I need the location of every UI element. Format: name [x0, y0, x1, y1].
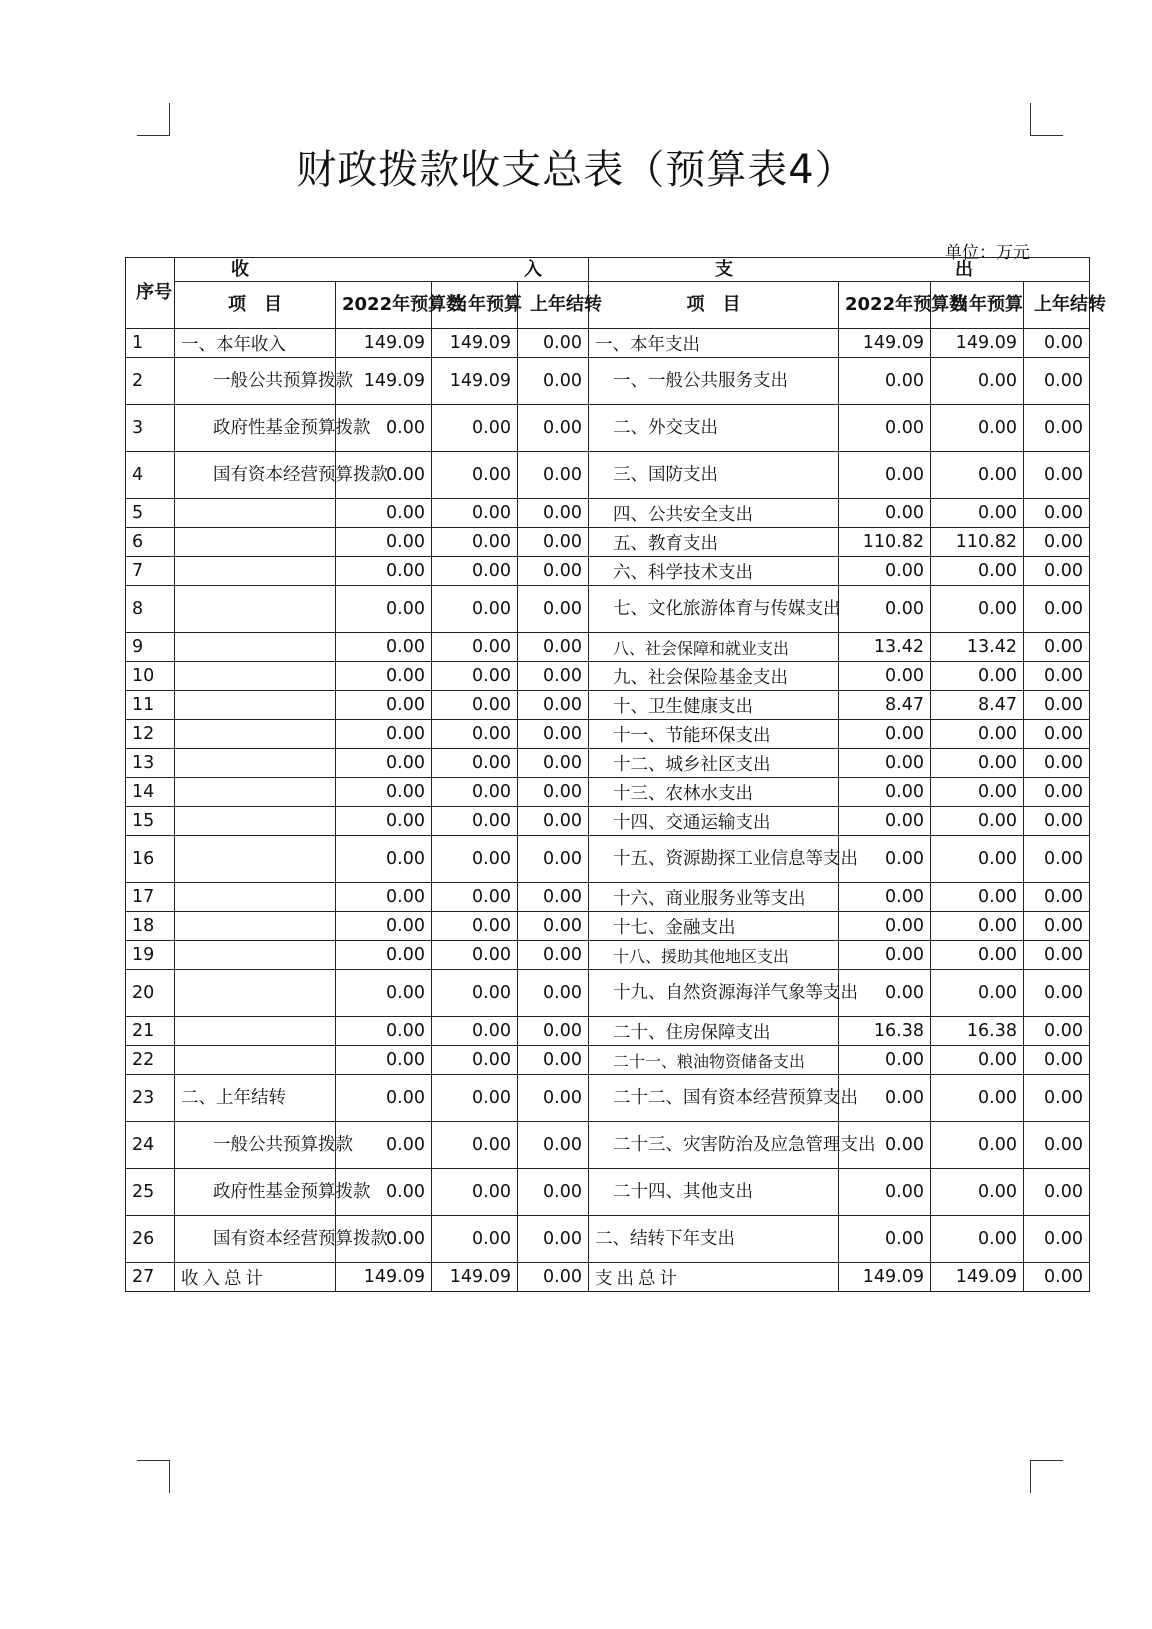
expense-budget: 8.47 [839, 691, 931, 720]
expense-current: 149.09 [931, 329, 1024, 358]
income-budget: 0.00 [336, 1017, 432, 1046]
income-item: 一、本年收入 [175, 329, 336, 358]
income-budget: 0.00 [336, 586, 432, 633]
expense-current: 0.00 [931, 662, 1024, 691]
expense-budget: 0.00 [839, 557, 931, 586]
expense-current: 0.00 [931, 452, 1024, 499]
expense-budget: 0.00 [839, 1046, 931, 1075]
header-income-current: 当年预算 [432, 282, 518, 329]
income-carry: 0.00 [518, 1263, 589, 1292]
income-carry: 0.00 [518, 1122, 589, 1169]
expense-current: 0.00 [931, 720, 1024, 749]
row-seq: 25 [126, 1169, 175, 1216]
income-carry: 0.00 [518, 836, 589, 883]
expense-current: 149.09 [931, 1263, 1024, 1292]
income-budget: 0.00 [336, 452, 432, 499]
table-row [126, 557, 1090, 586]
table-row [126, 836, 1090, 883]
expense-carry: 0.00 [1024, 1216, 1090, 1263]
row-seq: 11 [126, 691, 175, 720]
header-expense-item: 项 目 [589, 282, 839, 329]
expense-item: 十七、金融支出 [589, 912, 839, 941]
expense-budget: 0.00 [839, 836, 931, 883]
expense-item: 五、教育支出 [589, 528, 839, 557]
table-row [126, 807, 1090, 836]
expense-carry: 0.00 [1024, 807, 1090, 836]
row-seq: 26 [126, 1216, 175, 1263]
row-seq: 21 [126, 1017, 175, 1046]
income-current: 0.00 [432, 836, 518, 883]
table-row [126, 1046, 1090, 1075]
expense-budget: 0.00 [839, 749, 931, 778]
header-income-item: 项 目 [175, 282, 336, 329]
expense-current: 0.00 [931, 807, 1024, 836]
income-item [175, 749, 336, 778]
table-row [126, 1263, 1090, 1292]
income-carry: 0.00 [518, 633, 589, 662]
expense-carry: 0.00 [1024, 1046, 1090, 1075]
expense-carry: 0.00 [1024, 970, 1090, 1017]
income-budget: 0.00 [336, 912, 432, 941]
expense-item: 二、外交支出 [589, 405, 839, 452]
expense-carry: 0.00 [1024, 1017, 1090, 1046]
expense-budget: 110.82 [839, 528, 931, 557]
expense-budget: 0.00 [839, 405, 931, 452]
row-seq: 2 [126, 358, 175, 405]
income-budget: 0.00 [336, 1169, 432, 1216]
header-income-carry: 上年结转 [518, 282, 589, 329]
income-item [175, 586, 336, 633]
table-row [126, 970, 1090, 1017]
income-current: 0.00 [432, 720, 518, 749]
expense-item: 十三、农林水支出 [589, 778, 839, 807]
income-budget: 0.00 [336, 1075, 432, 1122]
income-carry: 0.00 [518, 1075, 589, 1122]
income-item [175, 778, 336, 807]
income-carry: 0.00 [518, 1169, 589, 1216]
income-item [175, 807, 336, 836]
table-row [126, 358, 1090, 405]
header-seq: 序号 [126, 258, 175, 329]
income-current: 0.00 [432, 633, 518, 662]
header-expense-left: 支 [715, 258, 733, 280]
income-item: 二、上年结转 [175, 1075, 336, 1122]
expense-current: 0.00 [931, 970, 1024, 1017]
income-item [175, 912, 336, 941]
income-item [175, 941, 336, 970]
row-seq: 27 [126, 1263, 175, 1292]
expense-carry: 0.00 [1024, 586, 1090, 633]
expense-carry: 0.00 [1024, 1122, 1090, 1169]
row-seq: 19 [126, 941, 175, 970]
income-item [175, 557, 336, 586]
table-row [126, 329, 1090, 358]
income-budget: 0.00 [336, 557, 432, 586]
expense-item: 一、本年支出 [589, 329, 839, 358]
expense-current: 16.38 [931, 1017, 1024, 1046]
income-budget: 149.09 [336, 329, 432, 358]
table-row [126, 1075, 1090, 1122]
header-income [175, 258, 589, 282]
table-row [126, 778, 1090, 807]
expense-carry: 0.00 [1024, 778, 1090, 807]
expense-item: 十五、资源勘探工业信息等支出 [589, 836, 839, 883]
expense-budget: 0.00 [839, 1216, 931, 1263]
expense-budget: 0.00 [839, 662, 931, 691]
expense-budget: 0.00 [839, 778, 931, 807]
expense-current: 0.00 [931, 586, 1024, 633]
income-carry: 0.00 [518, 749, 589, 778]
expense-budget: 0.00 [839, 1075, 931, 1122]
expense-current: 0.00 [931, 941, 1024, 970]
expense-budget: 149.09 [839, 1263, 931, 1292]
income-current: 0.00 [432, 941, 518, 970]
income-item [175, 633, 336, 662]
table-row [126, 720, 1090, 749]
income-current: 0.00 [432, 662, 518, 691]
expense-item: 九、社会保险基金支出 [589, 662, 839, 691]
expense-current: 13.42 [931, 633, 1024, 662]
document-title: 财政拨款收支总表（预算表4） [296, 147, 856, 193]
income-current: 0.00 [432, 1122, 518, 1169]
income-budget: 0.00 [336, 662, 432, 691]
income-item [175, 662, 336, 691]
expense-carry: 0.00 [1024, 1075, 1090, 1122]
expense-item: 十二、城乡社区支出 [589, 749, 839, 778]
row-seq: 18 [126, 912, 175, 941]
income-current: 149.09 [432, 358, 518, 405]
income-carry: 0.00 [518, 528, 589, 557]
income-carry: 0.00 [518, 912, 589, 941]
income-carry: 0.00 [518, 1017, 589, 1046]
income-item [175, 836, 336, 883]
expense-budget: 0.00 [839, 912, 931, 941]
expense-current: 8.47 [931, 691, 1024, 720]
table-row [126, 883, 1090, 912]
expense-carry: 0.00 [1024, 1263, 1090, 1292]
table-row [126, 499, 1090, 528]
table-row [126, 1017, 1090, 1046]
expense-carry: 0.00 [1024, 1169, 1090, 1216]
income-budget: 0.00 [336, 691, 432, 720]
income-current: 0.00 [432, 528, 518, 557]
row-seq: 1 [126, 329, 175, 358]
unit-label: 单位：万元 [945, 243, 1030, 263]
income-carry: 0.00 [518, 970, 589, 1017]
expense-carry: 0.00 [1024, 749, 1090, 778]
expense-item: 七、文化旅游体育与传媒支出 [589, 586, 839, 633]
expense-item: 二、结转下年支出 [589, 1216, 839, 1263]
income-carry: 0.00 [518, 405, 589, 452]
crop-mark-top-right [1030, 103, 1063, 136]
expense-carry: 0.00 [1024, 836, 1090, 883]
income-carry: 0.00 [518, 883, 589, 912]
expense-carry: 0.00 [1024, 405, 1090, 452]
row-seq: 16 [126, 836, 175, 883]
table-row [126, 1216, 1090, 1263]
income-current: 0.00 [432, 1169, 518, 1216]
income-item [175, 499, 336, 528]
table-row [126, 405, 1090, 452]
income-budget: 0.00 [336, 405, 432, 452]
income-carry: 0.00 [518, 691, 589, 720]
expense-budget: 0.00 [839, 941, 931, 970]
header-income-left: 收 [231, 258, 249, 280]
expense-budget: 0.00 [839, 720, 931, 749]
table-row [126, 452, 1090, 499]
income-item [175, 528, 336, 557]
expense-budget: 0.00 [839, 499, 931, 528]
row-seq: 12 [126, 720, 175, 749]
expense-current: 0.00 [931, 405, 1024, 452]
crop-mark-bottom-right [1030, 1460, 1063, 1493]
table-row [126, 586, 1090, 633]
income-budget: 0.00 [336, 941, 432, 970]
expense-carry: 0.00 [1024, 358, 1090, 405]
table-row [126, 912, 1090, 941]
crop-mark-top-left [137, 103, 170, 136]
income-current: 0.00 [432, 1075, 518, 1122]
row-seq: 23 [126, 1075, 175, 1122]
expense-carry: 0.00 [1024, 720, 1090, 749]
income-current: 149.09 [432, 1263, 518, 1292]
expense-item: 八、社会保障和就业支出 [589, 633, 839, 662]
expense-item: 四、公共安全支出 [589, 499, 839, 528]
row-seq: 10 [126, 662, 175, 691]
expense-item: 支出总计 [589, 1263, 839, 1292]
income-carry: 0.00 [518, 807, 589, 836]
row-seq: 7 [126, 557, 175, 586]
income-item [175, 1046, 336, 1075]
income-carry: 0.00 [518, 1216, 589, 1263]
income-item: 收入总计 [175, 1263, 336, 1292]
expense-item: 二十一、粮油物资储备支出 [589, 1046, 839, 1075]
table-row [126, 691, 1090, 720]
income-budget: 0.00 [336, 970, 432, 1017]
expense-item: 六、科学技术支出 [589, 557, 839, 586]
row-seq: 3 [126, 405, 175, 452]
income-item: 国有资本经营预算拨款 [175, 1216, 336, 1263]
income-item [175, 970, 336, 1017]
income-budget: 0.00 [336, 883, 432, 912]
expense-budget: 149.09 [839, 329, 931, 358]
income-current: 0.00 [432, 586, 518, 633]
income-budget: 0.00 [336, 720, 432, 749]
income-current: 0.00 [432, 778, 518, 807]
expense-carry: 0.00 [1024, 452, 1090, 499]
income-carry: 0.00 [518, 499, 589, 528]
expense-budget: 16.38 [839, 1017, 931, 1046]
income-item [175, 691, 336, 720]
expense-budget: 0.00 [839, 586, 931, 633]
row-seq: 20 [126, 970, 175, 1017]
income-carry: 0.00 [518, 1046, 589, 1075]
income-carry: 0.00 [518, 358, 589, 405]
table-row [126, 749, 1090, 778]
table-row [126, 941, 1090, 970]
income-budget: 0.00 [336, 836, 432, 883]
income-budget: 0.00 [336, 633, 432, 662]
table-body [126, 329, 1090, 1292]
expense-current: 0.00 [931, 1046, 1024, 1075]
income-item [175, 720, 336, 749]
crop-mark-bottom-left [137, 1460, 170, 1493]
expense-carry: 0.00 [1024, 941, 1090, 970]
expense-current: 110.82 [931, 528, 1024, 557]
expense-carry: 0.00 [1024, 633, 1090, 662]
expense-current: 0.00 [931, 358, 1024, 405]
expense-budget: 0.00 [839, 1122, 931, 1169]
income-budget: 0.00 [336, 499, 432, 528]
expense-current: 0.00 [931, 778, 1024, 807]
expense-current: 0.00 [931, 883, 1024, 912]
income-current: 0.00 [432, 557, 518, 586]
expense-carry: 0.00 [1024, 883, 1090, 912]
expense-carry: 0.00 [1024, 557, 1090, 586]
income-current: 0.00 [432, 1216, 518, 1263]
expense-carry: 0.00 [1024, 499, 1090, 528]
row-seq: 24 [126, 1122, 175, 1169]
income-current: 0.00 [432, 499, 518, 528]
expense-budget: 0.00 [839, 883, 931, 912]
income-budget: 149.09 [336, 1263, 432, 1292]
header-expense-right: 出 [955, 258, 973, 280]
expense-item: 二十、住房保障支出 [589, 1017, 839, 1046]
expense-carry: 0.00 [1024, 528, 1090, 557]
income-budget: 0.00 [336, 749, 432, 778]
expense-current: 0.00 [931, 499, 1024, 528]
expense-item: 十八、援助其他地区支出 [589, 941, 839, 970]
table-row [126, 633, 1090, 662]
row-seq: 4 [126, 452, 175, 499]
expense-budget: 0.00 [839, 807, 931, 836]
expense-carry: 0.00 [1024, 691, 1090, 720]
income-current: 0.00 [432, 405, 518, 452]
income-item: 一般公共预算拨款 [175, 358, 336, 405]
row-seq: 14 [126, 778, 175, 807]
income-budget: 0.00 [336, 1122, 432, 1169]
expense-current: 0.00 [931, 1169, 1024, 1216]
income-carry: 0.00 [518, 778, 589, 807]
income-carry: 0.00 [518, 557, 589, 586]
row-seq: 22 [126, 1046, 175, 1075]
expense-item: 三、国防支出 [589, 452, 839, 499]
expense-item: 一、一般公共服务支出 [589, 358, 839, 405]
income-current: 0.00 [432, 691, 518, 720]
row-seq: 5 [126, 499, 175, 528]
income-current: 0.00 [432, 970, 518, 1017]
income-carry: 0.00 [518, 329, 589, 358]
income-carry: 0.00 [518, 720, 589, 749]
income-item: 政府性基金预算拨款 [175, 1169, 336, 1216]
income-item: 国有资本经营预算拨款 [175, 452, 336, 499]
income-current: 0.00 [432, 1017, 518, 1046]
income-carry: 0.00 [518, 452, 589, 499]
header-expense-budget: 2022年预算数 [839, 282, 931, 329]
income-budget: 149.09 [336, 358, 432, 405]
expense-budget: 0.00 [839, 452, 931, 499]
expense-budget: 0.00 [839, 1169, 931, 1216]
income-current: 0.00 [432, 1046, 518, 1075]
expense-carry: 0.00 [1024, 912, 1090, 941]
expense-carry: 0.00 [1024, 662, 1090, 691]
income-item [175, 883, 336, 912]
row-seq: 8 [126, 586, 175, 633]
expense-item: 十一、节能环保支出 [589, 720, 839, 749]
expense-current: 0.00 [931, 912, 1024, 941]
income-current: 0.00 [432, 452, 518, 499]
income-carry: 0.00 [518, 941, 589, 970]
income-item: 一般公共预算拨款 [175, 1122, 336, 1169]
income-current: 149.09 [432, 329, 518, 358]
table-row [126, 662, 1090, 691]
expense-item: 十、卫生健康支出 [589, 691, 839, 720]
expense-item: 二十四、其他支出 [589, 1169, 839, 1216]
income-item [175, 1017, 336, 1046]
expense-item: 十九、自然资源海洋气象等支出 [589, 970, 839, 1017]
row-seq: 6 [126, 528, 175, 557]
income-budget: 0.00 [336, 1216, 432, 1263]
row-seq: 9 [126, 633, 175, 662]
expense-item: 二十二、国有资本经营预算支出 [589, 1075, 839, 1122]
header-income-right: 入 [524, 258, 542, 280]
income-current: 0.00 [432, 912, 518, 941]
expense-current: 0.00 [931, 557, 1024, 586]
expense-budget: 0.00 [839, 358, 931, 405]
income-carry: 0.00 [518, 586, 589, 633]
row-seq: 15 [126, 807, 175, 836]
expense-current: 0.00 [931, 749, 1024, 778]
expense-budget: 13.42 [839, 633, 931, 662]
income-current: 0.00 [432, 749, 518, 778]
budget-table [125, 257, 1106, 1292]
expense-item: 十四、交通运输支出 [589, 807, 839, 836]
header-expense-current: 当年预算 [931, 282, 1024, 329]
income-budget: 0.00 [336, 528, 432, 557]
expense-current: 0.00 [931, 1075, 1024, 1122]
row-seq: 17 [126, 883, 175, 912]
expense-item: 二十三、灾害防治及应急管理支出 [589, 1122, 839, 1169]
row-seq: 13 [126, 749, 175, 778]
expense-current: 0.00 [931, 1216, 1024, 1263]
header-income-budget: 2022年预算数 [336, 282, 432, 329]
table-row [126, 1169, 1090, 1216]
expense-carry: 0.00 [1024, 329, 1090, 358]
expense-item: 十六、商业服务业等支出 [589, 883, 839, 912]
table-row [126, 1122, 1090, 1169]
expense-current: 0.00 [931, 836, 1024, 883]
income-budget: 0.00 [336, 778, 432, 807]
income-item: 政府性基金预算拨款 [175, 405, 336, 452]
income-current: 0.00 [432, 807, 518, 836]
income-budget: 0.00 [336, 1046, 432, 1075]
expense-current: 0.00 [931, 1122, 1024, 1169]
header-expense [589, 258, 1090, 282]
header-expense-carry: 上年结转 [1024, 282, 1090, 329]
income-carry: 0.00 [518, 662, 589, 691]
table-row [126, 528, 1090, 557]
income-current: 0.00 [432, 883, 518, 912]
income-budget: 0.00 [336, 807, 432, 836]
expense-budget: 0.00 [839, 970, 931, 1017]
